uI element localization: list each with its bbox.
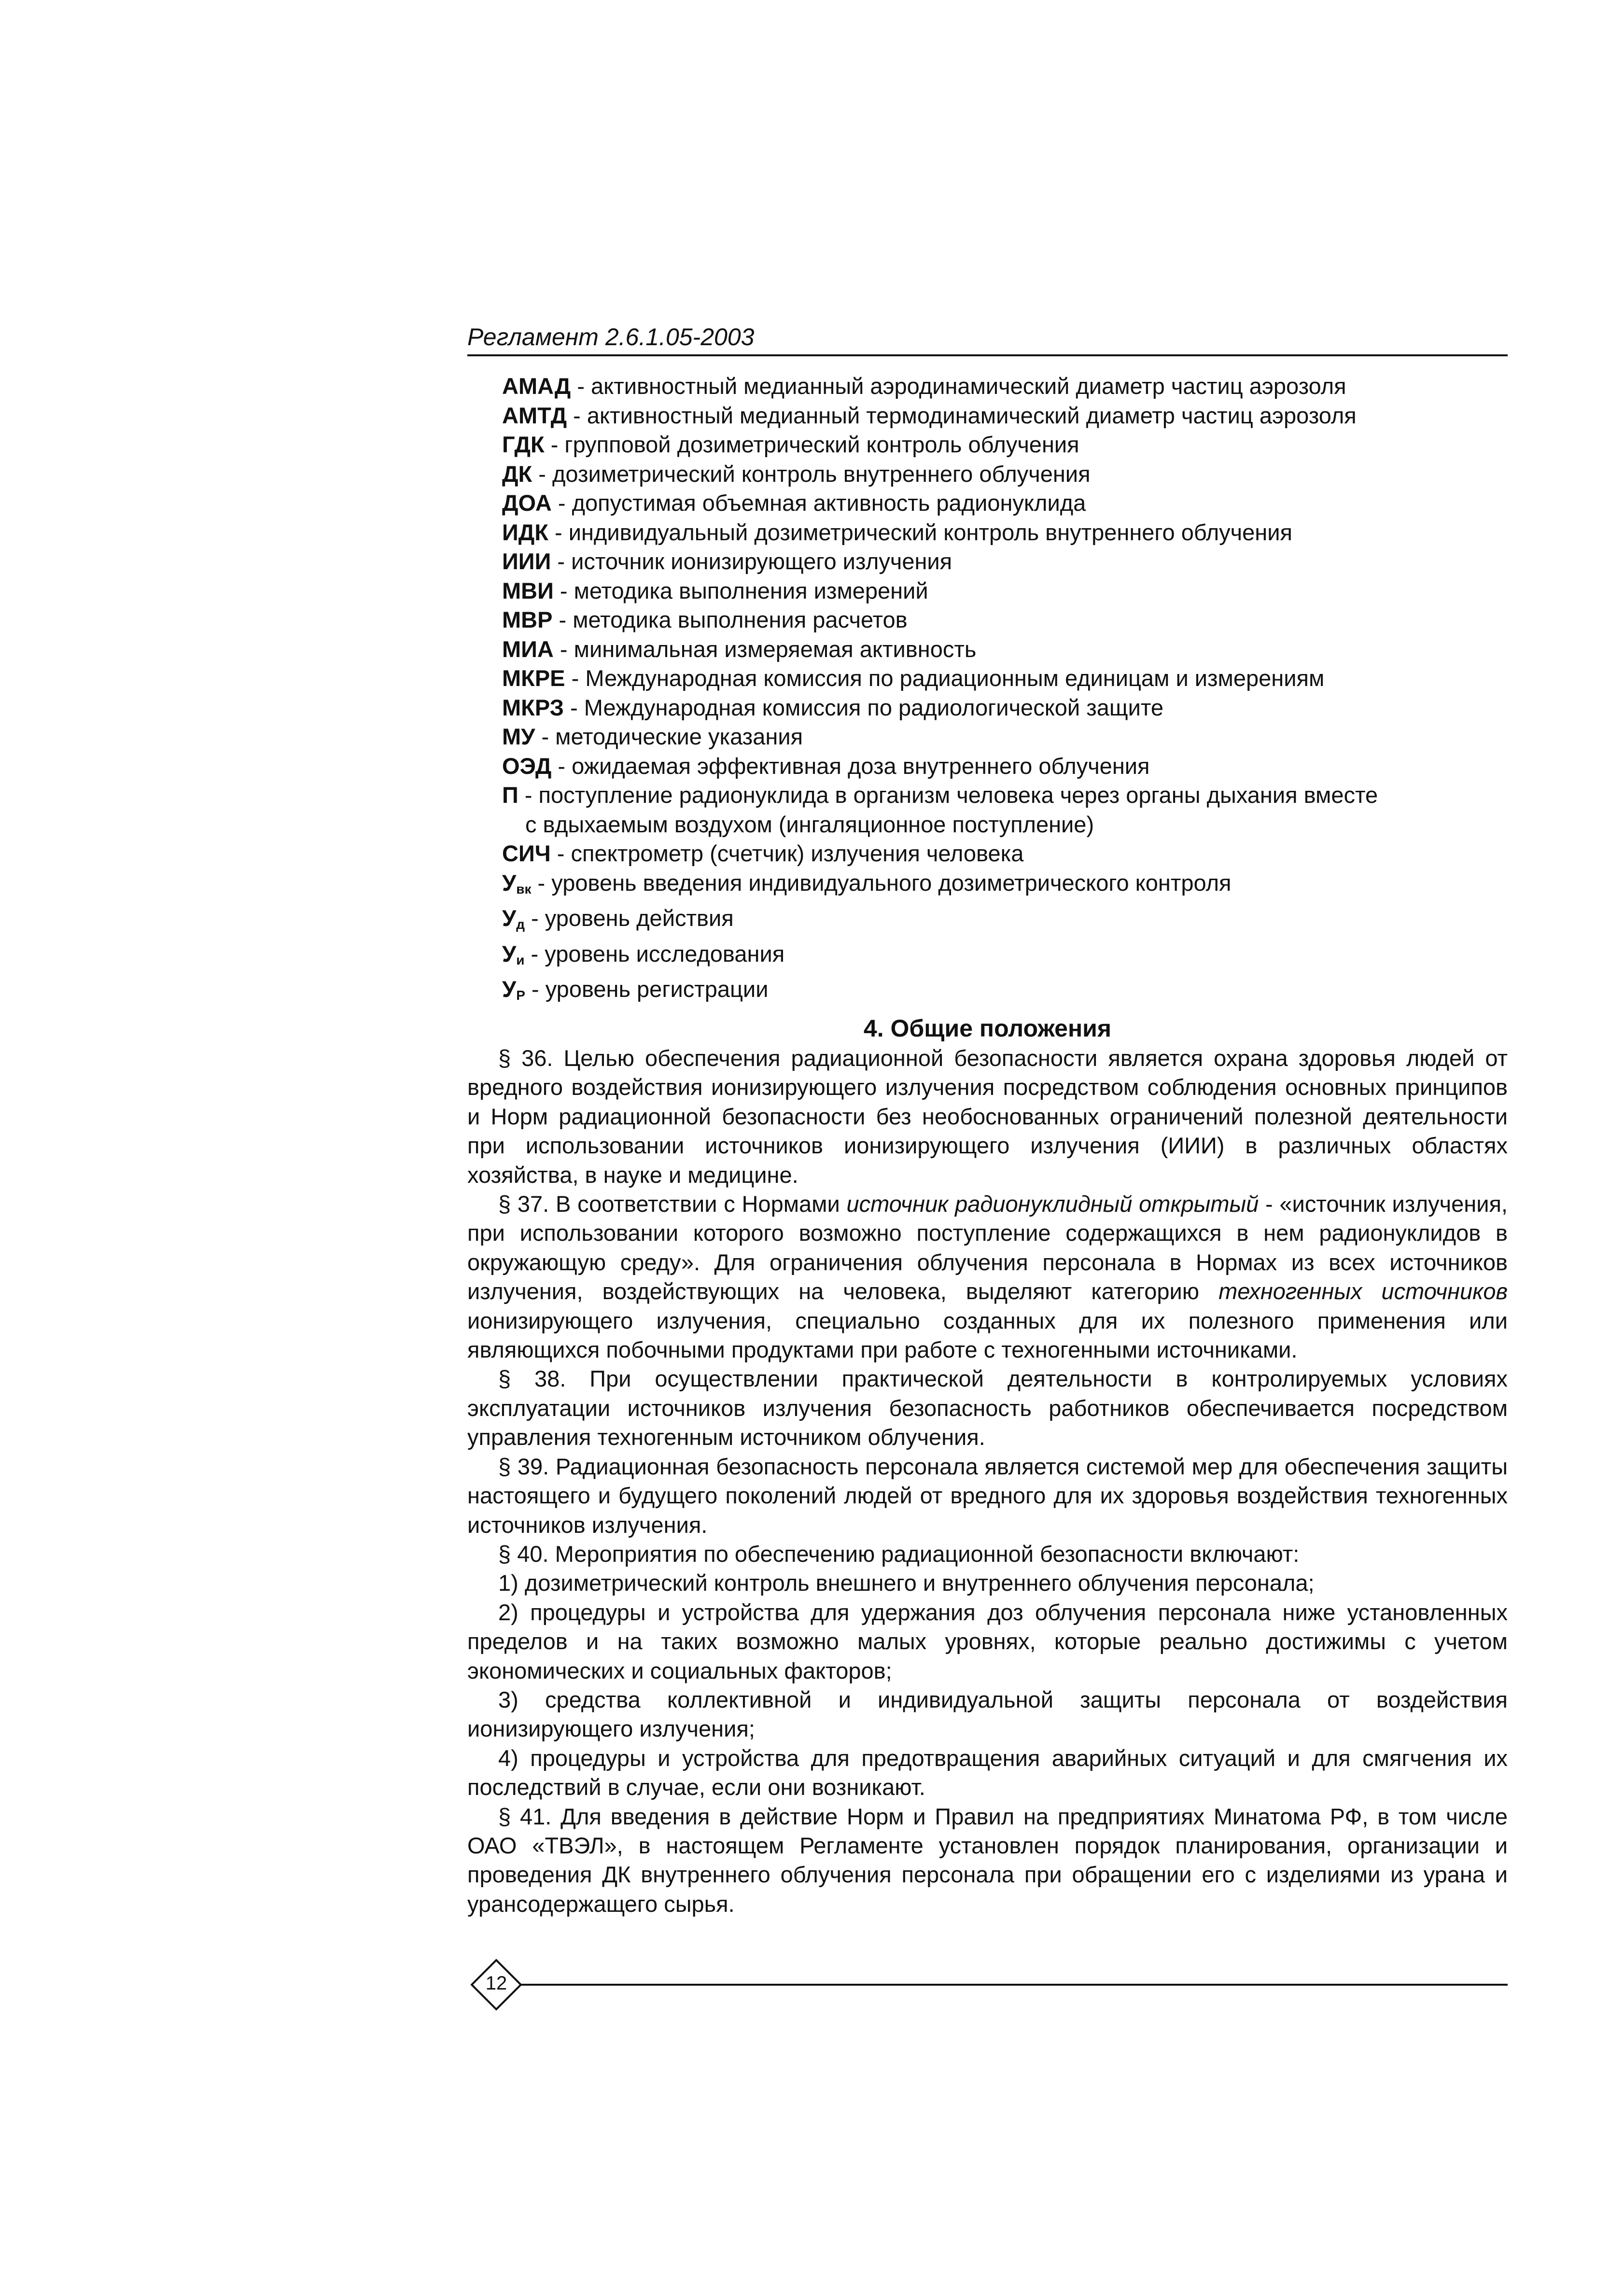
abbreviation-definition: - активностный медианный аэродинамический диаметр частиц аэрозоля <box>571 373 1346 399</box>
abbreviation-term <box>502 636 554 662</box>
abbreviation-term <box>502 607 552 632</box>
paragraph <box>467 1364 1508 1452</box>
section-heading: 4. Общие положения <box>863 1015 1112 1042</box>
abbreviation-term <box>502 665 565 691</box>
abbreviation-term <box>502 941 524 967</box>
page-number: 12 <box>485 1973 507 1994</box>
paragraph <box>467 1044 1508 1190</box>
abbreviation-definition: - методика выполнения измерений <box>553 577 928 603</box>
abbreviation-term-text: ДОА <box>502 490 552 516</box>
abbreviation-definition: - спектрометр (счетчик) излучения человека <box>550 841 1024 866</box>
abbreviation-term <box>502 870 531 896</box>
abbreviation-item <box>502 460 1506 489</box>
abbreviation-term <box>502 976 525 1002</box>
abbreviation-term-text: МКРЕ <box>502 665 565 691</box>
paragraph-text: § 40. Мероприятия по обеспечению радиационной безопасности включают: <box>498 1541 1300 1567</box>
abbreviation-term-text: МУ <box>502 724 535 749</box>
abbreviation-term <box>502 782 518 808</box>
abbreviation-term-subscript: вк <box>516 881 532 897</box>
abbreviation-definition: - уровень регистрации <box>525 976 769 1002</box>
abbreviation-item <box>502 869 1506 904</box>
abbreviation-term-text: ДК <box>502 461 532 487</box>
abbreviation-term-subscript: и <box>516 952 525 967</box>
abbreviation-term-text: МКРЗ <box>502 694 564 720</box>
abbreviation-definition: - активностный медианный термодинамический диаметр частиц аэрозоля <box>567 402 1357 428</box>
abbreviation-term-text: ИИИ <box>502 548 551 574</box>
paragraph-text: § 38. При осуществлении практической деятельности в контролируемых условиях эксплуатации источников излучения безопасность работников обеспечивается посредством управления техногенным источником облучения. <box>467 1366 1508 1450</box>
abbreviation-definition-continued: с вдыхаемым воздухом (ингаляционное поступление) <box>525 811 1094 837</box>
abbreviation-term <box>502 490 552 516</box>
abbreviation-item <box>502 635 1506 664</box>
abbreviation-term-text: СИЧ <box>502 841 551 866</box>
paragraph <box>467 1685 1508 1744</box>
abbreviation-definition: - минимальная измеряемая активность <box>553 636 977 662</box>
paragraph-text: § 37. В соответствии с Нормами <box>498 1191 847 1217</box>
abbreviation-definition: - групповой дозиметрический контроль облучения <box>544 432 1079 457</box>
paragraph <box>467 1540 1508 1569</box>
abbreviation-item <box>502 722 1506 752</box>
abbreviation-item <box>502 576 1506 606</box>
running-header <box>467 322 1508 351</box>
abbreviation-term <box>502 432 545 457</box>
abbreviation-item <box>502 372 1506 401</box>
abbreviation-term-text: У <box>502 940 517 967</box>
abbreviation-term-text: У <box>502 976 517 1002</box>
abbreviation-term-text: АМТД <box>502 402 567 428</box>
footer-rule <box>521 1984 1508 1986</box>
abbreviation-item <box>502 752 1506 781</box>
abbreviation-term <box>502 905 525 931</box>
abbreviation-term-subscript: Р <box>516 988 525 1003</box>
paragraph-italic-term: источник радионуклидный открытый <box>846 1191 1259 1217</box>
abbreviation-term-text: У <box>502 905 517 931</box>
abbreviation-definition: - методика выполнения расчетов <box>552 607 908 632</box>
abbreviation-item <box>502 939 1506 975</box>
abbreviation-term-subscript: д <box>516 917 525 932</box>
abbreviation-item <box>502 693 1506 723</box>
paragraph-text: 1) дозиметрический контроль внешнего и внутреннего облучения персонала; <box>498 1570 1315 1596</box>
abbreviation-term <box>502 519 548 545</box>
paragraph <box>467 1569 1508 1598</box>
abbreviation-term-text: АМАД <box>502 373 571 399</box>
paragraph-text: § 41. Для введения в действие Норм и Правил на предприятиях Минатома РФ, в том числе ОАО «ТВЭЛ», в настоящем Регламенте установлен порядок планирования, организации и проведения ДК внутреннего облучения персонала при обращении его с изделиями из урана и урансодержащего сырья. <box>467 1803 1508 1917</box>
header-rule <box>467 354 1508 356</box>
abbreviation-item <box>502 401 1506 431</box>
abbreviation-item <box>502 781 1506 839</box>
abbreviation-item <box>502 605 1506 635</box>
paragraph <box>467 1452 1508 1540</box>
paragraph-text: ионизирующего излучения, специально созданных для их полезного применения или являющихся побочными продуктами при работе с техногенными источниками. <box>467 1307 1508 1363</box>
abbreviation-item <box>502 904 1506 939</box>
abbreviation-item <box>502 664 1506 693</box>
paragraph-text: § 39. Радиационная безопасность персонала является системой мер для обеспечения защиты настоящего и будущего поколений людей от вредного для их здоровья воздействия техногенных источников излучения. <box>467 1453 1508 1538</box>
abbreviation-item <box>502 518 1506 547</box>
abbreviation-term-text: ИДК <box>502 519 548 545</box>
abbreviation-definition: - методические указания <box>535 724 803 749</box>
paragraph <box>467 1802 1508 1919</box>
abbreviation-item <box>502 430 1506 460</box>
abbreviation-item <box>502 975 1506 1010</box>
abbreviation-term-text: ГДК <box>502 432 545 457</box>
paragraph <box>467 1598 1508 1685</box>
abbreviation-definition: - поступление радионуклида в организм человека через органы дыхания вместе <box>518 782 1378 808</box>
abbreviation-definition: - источник ионизирующего излучения <box>551 548 952 574</box>
abbreviation-term <box>502 841 551 866</box>
abbreviation-definition: - ожидаемая эффективная доза внутреннего облучения <box>551 753 1150 779</box>
abbreviation-term <box>502 578 554 603</box>
abbreviation-definition: - Международная комиссия по радиологической защите <box>564 694 1163 720</box>
abbreviation-term <box>502 403 567 428</box>
abbreviation-definition: - уровень действия <box>525 905 734 931</box>
document-title: Регламент 2.6.1.05-2003 <box>467 323 755 350</box>
paragraph-text: - «источник излучения, при использовании которого возможно поступление содержащихся в нем радионуклидов в окружающую среду». Для ограничения облучения персонала в Нормах из всех источников излучения, воздействующих на человека, выделяют категорию <box>467 1191 1508 1304</box>
abbreviation-term-text: У <box>502 869 517 896</box>
abbreviation-term <box>502 695 564 720</box>
abbreviation-term <box>502 753 551 779</box>
paragraph-text: 4) процедуры и устройства для предотвращения аварийных ситуаций и для смягчения их последствий в случае, если они возникают. <box>467 1745 1508 1800</box>
paragraph <box>467 1744 1508 1802</box>
paragraph-italic-term: техногенных источников <box>1218 1278 1508 1304</box>
abbreviation-item <box>502 839 1506 869</box>
abbreviation-term-text: МВИ <box>502 577 554 603</box>
page-footer <box>467 1963 1508 2016</box>
abbreviation-term <box>502 724 535 749</box>
abbreviation-item <box>502 489 1506 518</box>
abbreviation-definition: - уровень введения индивидуального дозиметрического контроля <box>531 869 1232 896</box>
abbreviation-term-text: П <box>502 782 518 808</box>
abbreviation-definition: - Международная комиссия по радиационным единицам и измерениям <box>565 665 1325 691</box>
abbreviation-definition: - индивидуальный дозиметрический контроль внутреннего облучения <box>548 519 1292 545</box>
abbreviation-term <box>502 373 571 399</box>
abbreviation-definition: - допустимая объемная активность радионуклида <box>551 490 1086 516</box>
section-body <box>467 1044 1508 1919</box>
abbreviation-term-text: МВР <box>502 607 553 632</box>
paragraph <box>467 1190 1508 1364</box>
paragraph-text: § 36. Целью обеспечения радиационной безопасности является охрана здоровья людей от вредного воздействия ионизирующего излучения посредством соблюдения основных принципов и Норм радиационной безопасности без необоснованных ограничений полезной деятельности при использовании источников ионизирующего излучения (ИИИ) в различных областях хозяйства, в науке и медицине. <box>467 1045 1508 1188</box>
abbreviation-term-text: ОЭД <box>502 753 552 779</box>
abbreviation-definition: - дозиметрический контроль внутреннего облучения <box>532 461 1091 487</box>
abbreviation-definition: - уровень исследования <box>524 940 785 967</box>
abbreviation-item <box>502 547 1506 576</box>
paragraph-text: 2) процедуры и устройства для удержания доз облучения персонала ниже установленных пределов и на таких возможно малых уровнях, которые реально достижимы с учетом экономических и социальных факторов; <box>467 1599 1508 1683</box>
abbreviation-term <box>502 548 551 574</box>
paragraph-text: 3) средства коллективной и индивидуальной защиты персонала от воздействия ионизирующего излучения; <box>467 1686 1508 1742</box>
abbreviation-list <box>502 372 1506 1010</box>
abbreviation-term-text: МИА <box>502 636 554 662</box>
abbreviation-term <box>502 461 532 487</box>
